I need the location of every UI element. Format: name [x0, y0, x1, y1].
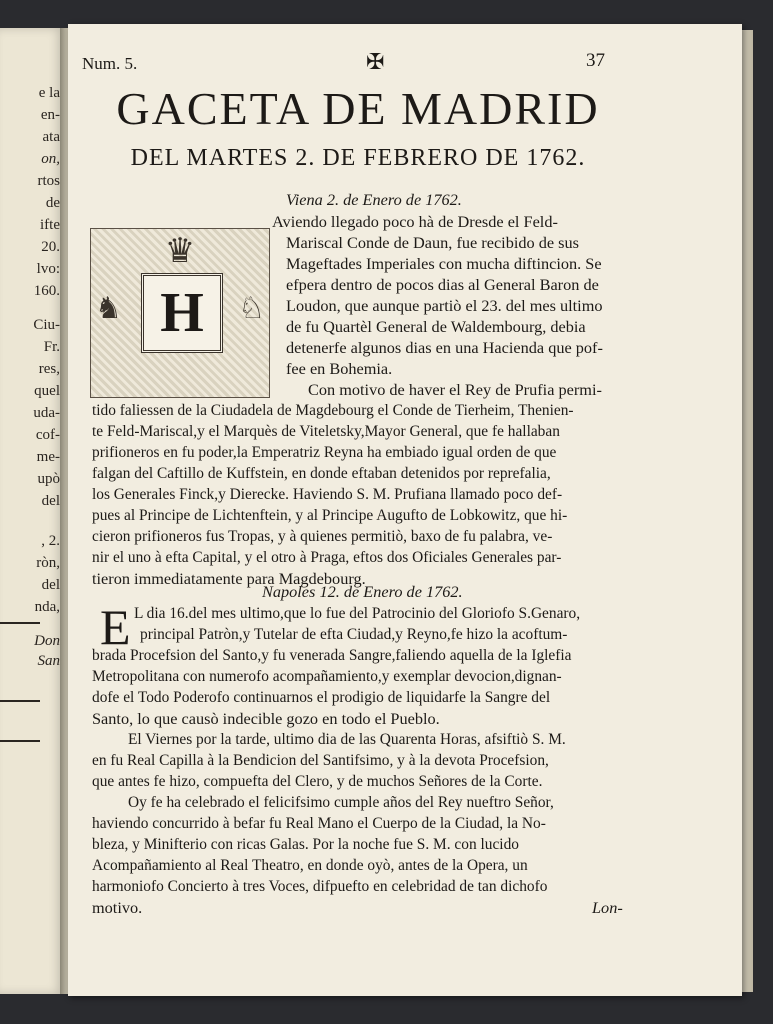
text-line: Mariscal Conde de Daun, fue recibido de sus	[286, 233, 579, 252]
left-fragment: quel	[34, 383, 60, 399]
left-fragment: e la	[38, 85, 60, 101]
text-line: Mageftades Imperiales con mucha diftincion. Se	[286, 254, 602, 273]
left-fragment: upò	[37, 471, 60, 487]
left-page-fragment	[0, 28, 64, 994]
text-line: cieron prifioneros fus Tropas, y à quienes permitiò, baxo de fu palabra, ve-	[92, 528, 553, 545]
text-line: los Generales Finck,y Dierecke. Haviendo S. M. Prufiana llamado poco def-	[92, 486, 563, 503]
masthead-title: GACETA DE MADRID	[116, 83, 600, 134]
left-fragment: del	[41, 493, 60, 509]
left-fragment: San	[37, 653, 60, 669]
text-line: dofe el Todo Poderofo continuarnos el prodigio de liquidarfe la Sangre del	[92, 689, 551, 706]
text-line: que antes fe hizo, compuefta del Clero, y de muchos Señores de la Corte.	[92, 773, 543, 790]
text-line: efpera dentro de pocos dias al General Baron de	[286, 275, 599, 294]
page-number: 37	[586, 50, 605, 71]
cross-ornament-icon: ✠	[366, 49, 385, 74]
text-line: L dia 16.del mes ultimo,que lo fue del Patrocinio del Gloriofo S.Genaro,	[134, 605, 581, 622]
left-fragment: ata	[42, 129, 60, 145]
text-line: Aviendo llegado poco hà de Dresde el Feld-	[272, 212, 558, 231]
left-fragment: uda-	[33, 405, 60, 421]
left-fragment: on,	[41, 151, 60, 167]
text-line: El Viernes por la tarde, ultimo dia de las Quarenta Horas, afsiftiò S. M.	[128, 731, 566, 748]
left-fragment: Don	[34, 633, 60, 649]
left-fragment: Fr.	[43, 339, 60, 355]
text-line: Santo, lo que causò indecible gozo en todo el Pueblo.	[92, 709, 440, 728]
catchword: Lon-	[592, 898, 623, 917]
text-line: Metropolitana con numerofo acompañamiento,y exemplar devocion,dignan-	[92, 668, 562, 685]
text-line: de fu Quartèl General de Waldembourg, debia	[286, 317, 586, 336]
crown-icon: ♛	[164, 233, 196, 270]
left-fragment: en-	[40, 107, 60, 123]
decorated-initial	[90, 228, 270, 398]
text-line: detenerfe algunos dias en una Hacienda que pof-	[286, 338, 603, 357]
left-fragment: ifte	[40, 217, 60, 233]
left-fragment: de	[45, 195, 60, 211]
lion-icon: ♘	[238, 292, 265, 325]
initial-letter: H	[160, 282, 204, 344]
text-line: te Feld-Mariscal,y el Marquès de Viteletsky,Mayor General, que fe hallaban	[92, 423, 560, 440]
text-line: nir el uno à efta Capital, y el otro à Praga, eftos dos Oficiales Generales par-	[92, 549, 562, 566]
text-line: harmoniofo Concierto à tres Voces, difpuefto en celebridad de tan dichofo	[92, 878, 548, 895]
text-line: haviendo concurrido à befar fu Real Mano el Cuerpo de la Ciudad, la No-	[92, 815, 546, 832]
issue-dateline: DEL MARTES 2. DE FEBRERO DE 1762.	[130, 145, 586, 171]
text-line: bleza, y Minifterio con ricas Galas. Por la noche fue S. M. con lucido	[92, 836, 519, 853]
lion-icon: ♞	[95, 292, 122, 325]
left-fragment: del	[41, 577, 60, 593]
text-line: en fu Real Capilla à la Bendicion del Santifsimo, y à la devota Procefsion,	[92, 752, 549, 769]
left-rule	[0, 740, 40, 742]
left-fragment: nda,	[34, 599, 60, 615]
left-fragment: lvo:	[36, 261, 60, 277]
left-fragment: res,	[38, 361, 60, 377]
text-line: Con motivo de haver el Rey de Prufia permi-	[308, 380, 602, 399]
drop-cap: E	[100, 599, 131, 655]
text-line: Acompañamiento al Real Theatro, en donde oyò, antes de la Opera, un	[92, 857, 528, 874]
gazette-page	[68, 24, 742, 996]
text-line: pues al Principe de Lichtenftein, y al Principe Augufto de Lobkowitz, que hi-	[92, 507, 568, 524]
text-line: prifioneros en fu poder,la Emperatriz Reyna ha embiado igual orden de que	[92, 444, 557, 461]
left-fragment: rtos	[37, 173, 60, 189]
issue-number: Num. 5.	[82, 54, 138, 73]
left-fragment: me-	[36, 449, 60, 465]
initial-frame	[141, 273, 223, 353]
text-line: tieron immediatamente para Magdebourg.	[92, 569, 366, 588]
left-fragment: 160.	[33, 283, 60, 299]
left-fragment: , 2.	[41, 533, 60, 549]
text-line: Oy fe ha celebrado el felicifsimo cumple años del Rey nueftro Señor,	[128, 794, 554, 811]
vienna-heading: Viena 2. de Enero de 1762.	[286, 190, 462, 209]
napoles-heading: Napoles 12. de Enero de 1762.	[262, 582, 463, 601]
text-line: fee en Bohemia.	[286, 359, 393, 378]
text-line: tido faliessen de la Ciudadela de Magdebourg el Conde de Tierheim, Thenien-	[92, 402, 574, 419]
left-fragment: cof-	[35, 427, 60, 443]
text-line: principal Patròn,y Tutelar de efta Ciudad,y Reyno,fe hizo la acoftum-	[140, 626, 568, 643]
left-fragment: ròn,	[36, 555, 60, 571]
text-line: motivo.	[92, 898, 143, 917]
left-rule	[0, 622, 40, 624]
left-fragment: Ciu-	[33, 317, 60, 333]
text-line: brada Procefsion del Santo,y fu venerada Sangre,faliendo aquella de la Iglefia	[92, 647, 572, 664]
left-fragment: 20.	[41, 239, 60, 255]
left-rule	[0, 700, 40, 702]
text-line: falgan del Caftillo de Kuffstein, en donde eftaban detenidos por reprefalia,	[92, 465, 551, 482]
text-line: Loudon, que aunque partiò el 23. del mes ultimo	[286, 296, 603, 315]
